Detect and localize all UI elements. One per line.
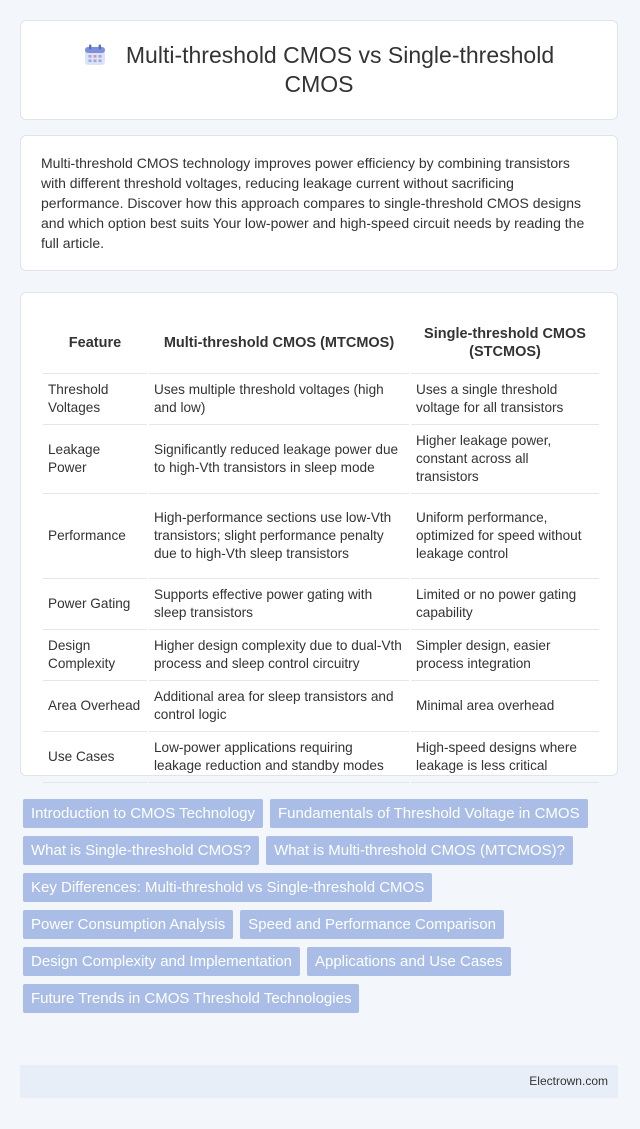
- table-row: [43, 374, 599, 425]
- stcmos-cell: High-speed designs where leakage is less critical: [411, 732, 599, 783]
- comparison-card: [20, 292, 618, 776]
- header-mtcmos: Multi-threshold CMOS (MTCMOS): [149, 313, 409, 374]
- topic-tags: [23, 799, 623, 1013]
- tag-applications[interactable]: Applications and Use Cases: [307, 947, 511, 976]
- page-title-block: [59, 41, 579, 99]
- mtcmos-cell: High-performance sections use low-Vth transistors; slight performance penalty due to high-Vth sleep transistors: [149, 494, 409, 579]
- tag-single-threshold[interactable]: What is Single-threshold CMOS?: [23, 836, 259, 865]
- feature-cell: Area Overhead: [43, 681, 147, 732]
- title-card: [20, 20, 618, 120]
- mtcmos-cell: Higher design complexity due to dual-Vth process and sleep control circuitry: [149, 630, 409, 681]
- page-title: Multi-threshold CMOS vs Single-threshold CMOS: [125, 42, 555, 97]
- feature-cell: Power Gating: [43, 579, 147, 630]
- intro-text: Multi-threshold CMOS technology improves power efficiency by combining transistors with different threshold voltages, reducing leakage current without sacrificing performance. Discover how this approach compares to single-threshold CMOS designs and which option best suits Your low-power and high-speed circuit needs by reading the full article.: [41, 155, 585, 251]
- mtcmos-cell: Additional area for sleep transistors and control logic: [149, 681, 409, 732]
- table-row: [43, 425, 599, 494]
- mtcmos-cell: Low-power applications requiring leakage reduction and standby modes: [149, 732, 409, 783]
- tag-multi-threshold[interactable]: What is Multi-threshold CMOS (MTCMOS)?: [266, 836, 573, 865]
- mtcmos-cell: Uses multiple threshold voltages (high and low): [149, 374, 409, 425]
- header-feature: Feature: [43, 313, 147, 374]
- feature-cell: Performance: [43, 494, 147, 579]
- feature-cell: Threshold Voltages: [43, 374, 147, 425]
- tag-power-consumption[interactable]: Power Consumption Analysis: [23, 910, 233, 939]
- stcmos-cell: Higher leakage power, constant across all transistors: [411, 425, 599, 494]
- tag-introduction[interactable]: Introduction to CMOS Technology: [23, 799, 263, 828]
- table-header-row: [43, 313, 599, 374]
- table-row: [43, 732, 599, 783]
- stcmos-cell: Uses a single threshold voltage for all transistors: [411, 374, 599, 425]
- tag-design-complexity[interactable]: Design Complexity and Implementation: [23, 947, 300, 976]
- footer-brand: Electrown.com: [529, 1074, 608, 1088]
- intro-card: [20, 135, 618, 271]
- feature-cell: Design Complexity: [43, 630, 147, 681]
- stcmos-cell: Limited or no power gating capability: [411, 579, 599, 630]
- feature-cell: Use Cases: [43, 732, 147, 783]
- table-row: [43, 681, 599, 732]
- stcmos-cell: Uniform performance, optimized for speed without leakage control: [411, 494, 599, 579]
- table-row: [43, 494, 599, 579]
- table-row: [43, 579, 599, 630]
- header-stcmos: Single-threshold CMOS (STCMOS): [411, 313, 599, 374]
- tag-key-differences[interactable]: Key Differences: Multi-threshold vs Single-threshold CMOS: [23, 873, 432, 902]
- feature-cell: Leakage Power: [43, 425, 147, 494]
- footer: [20, 1065, 618, 1098]
- tag-speed-performance[interactable]: Speed and Performance Comparison: [240, 910, 504, 939]
- comparison-table: [41, 313, 601, 783]
- stcmos-cell: Simpler design, easier process integration: [411, 630, 599, 681]
- mtcmos-cell: Supports effective power gating with sleep transistors: [149, 579, 409, 630]
- calendar-icon: [84, 44, 106, 66]
- table-row: [43, 630, 599, 681]
- tag-future-trends[interactable]: Future Trends in CMOS Threshold Technologies: [23, 984, 359, 1013]
- stcmos-cell: Minimal area overhead: [411, 681, 599, 732]
- tag-fundamentals[interactable]: Fundamentals of Threshold Voltage in CMOS: [270, 799, 588, 828]
- mtcmos-cell: Significantly reduced leakage power due to high-Vth transistors in sleep mode: [149, 425, 409, 494]
